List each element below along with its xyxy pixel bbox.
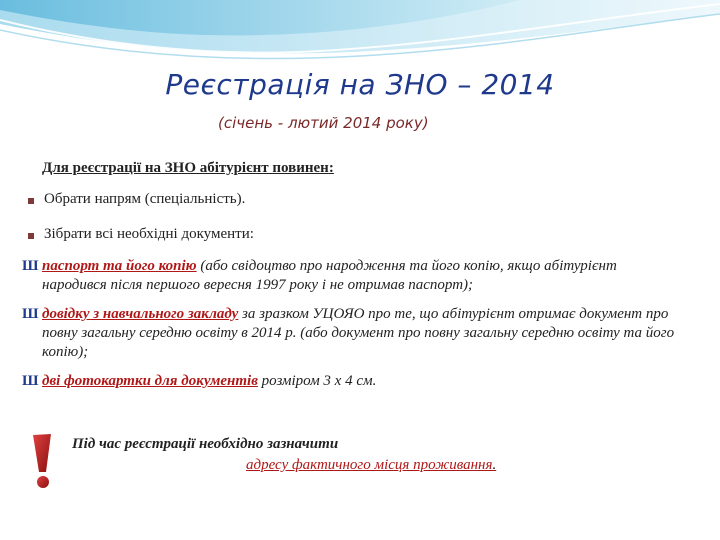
- document-item: [22, 372, 682, 391]
- note-address-text: адресу фактичного місця проживання: [246, 457, 493, 473]
- page-subtitle: (січень - лютий 2014 року): [218, 114, 429, 132]
- document-item: [22, 257, 682, 295]
- arrow-marker-icon: Ш: [22, 373, 39, 389]
- note-period: .: [492, 457, 497, 473]
- bullet-item: Зібрати всі необхідні документи:: [44, 226, 254, 242]
- document-name: дві фотокартки для документів: [42, 373, 258, 389]
- note-line: Під час реєстрації необхідно зазначити: [72, 436, 339, 452]
- intro-label: Для реєстрації на ЗНО абітурієнт повинен: [42, 160, 329, 176]
- document-item: [22, 305, 682, 362]
- document-name: довідку з навчального закладу: [42, 306, 239, 322]
- bullet-item: Обрати напрям (спеціальність).: [44, 191, 246, 207]
- intro-text: [42, 160, 334, 177]
- arrow-marker-icon: Ш: [22, 306, 39, 322]
- square-bullet-icon: [28, 198, 34, 204]
- note-address: [246, 457, 496, 474]
- page-title: Реєстрація на ЗНО – 2014: [165, 68, 555, 101]
- square-bullet-icon: [28, 233, 34, 239]
- document-details: за зразком УЦОЯО про те, що абітурієнт отримає документ про повну загальну середню освіту в 2014 р. (або документ про повну загальну середню освіту та його копію);: [42, 306, 675, 360]
- document-details: (або свідоцтво про народження та його копію, якщо абітурієнт народився після першого вересня 1997 року і не отримав паспорт);: [42, 258, 617, 293]
- exclamation-icon: [28, 432, 58, 492]
- document-details: розміром 3 х 4 см.: [257, 373, 377, 389]
- arrow-marker-icon: Ш: [22, 258, 39, 274]
- document-name: паспорт та його копію: [42, 258, 197, 274]
- intro-colon: :: [328, 160, 334, 176]
